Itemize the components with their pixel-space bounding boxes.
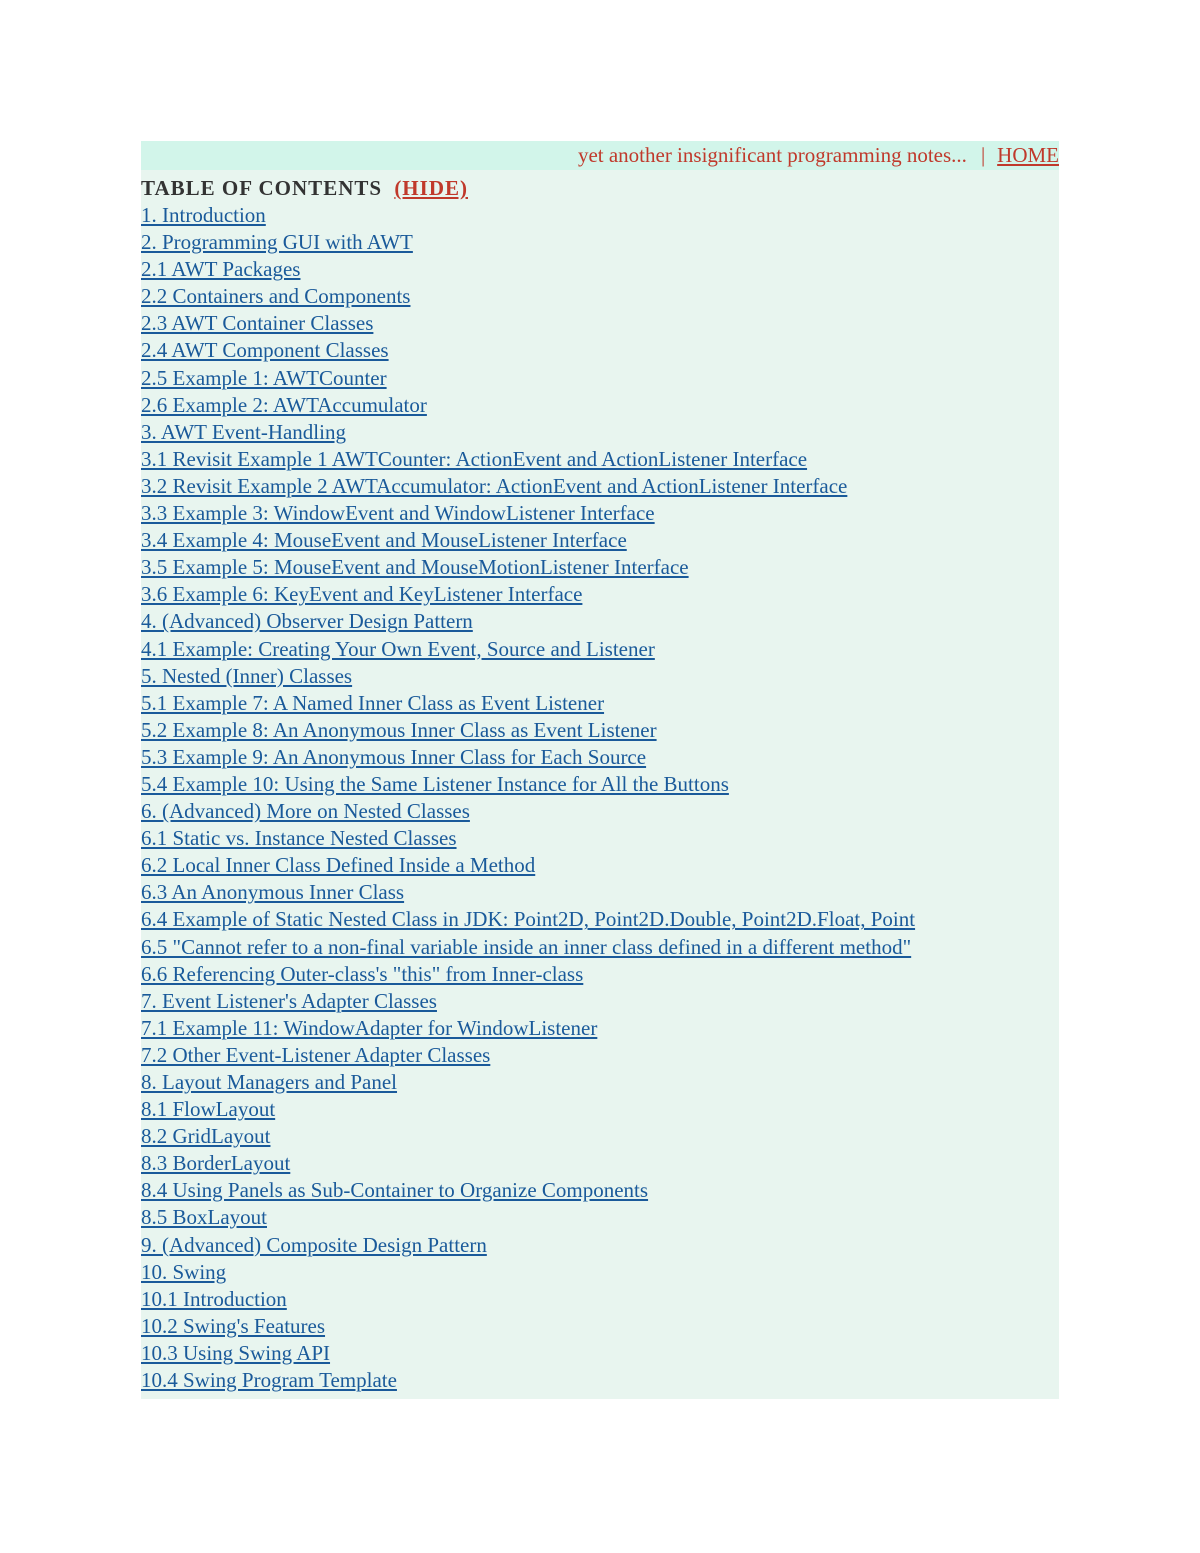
toc-link[interactable]: 3.1 Revisit Example 1 AWTCounter: ActionEvent and ActionListener Interface	[141, 446, 808, 471]
toc-link[interactable]: 3.5 Example 5: MouseEvent and MouseMotionListener Interface	[141, 555, 689, 580]
toc-item	[141, 1259, 1059, 1286]
toc-link[interactable]: 8.1 FlowLayout	[141, 1097, 276, 1122]
toc-link[interactable]: 5.2 Example 8: An Anonymous Inner Class as Event Listener	[141, 717, 657, 742]
home-link[interactable]: HOME	[997, 143, 1059, 167]
toc-item	[141, 527, 1059, 554]
toc-link[interactable]: 10.3 Using Swing API	[141, 1340, 331, 1365]
toc-item	[141, 825, 1059, 852]
toc-item	[141, 1069, 1059, 1096]
toc-link[interactable]: 2.3 AWT Container Classes	[141, 311, 374, 336]
toc-item	[141, 1042, 1059, 1069]
toc-item	[141, 744, 1059, 771]
toc-item	[141, 934, 1059, 961]
toc-link[interactable]: 5. Nested (Inner) Classes	[141, 663, 353, 688]
toc-link[interactable]: 3.2 Revisit Example 2 AWTAccumulator: ActionEvent and ActionListener Interface	[141, 473, 848, 498]
toc-item	[141, 1367, 1059, 1394]
toc-item	[141, 1232, 1059, 1259]
toc-item	[141, 365, 1059, 392]
toc-item	[141, 202, 1059, 229]
toc-item	[141, 256, 1059, 283]
toc-hide-link[interactable]: (HIDE)	[394, 176, 468, 200]
toc-link[interactable]: 2.2 Containers and Components	[141, 284, 411, 309]
toc-link[interactable]: 6.3 An Anonymous Inner Class	[141, 880, 405, 905]
toc-item	[141, 283, 1059, 310]
toc-item	[141, 771, 1059, 798]
toc-link[interactable]: 8. Layout Managers and Panel	[141, 1070, 398, 1094]
toc-item	[141, 1123, 1059, 1150]
toc-link[interactable]: 6.6 Referencing Outer-class's "this" from Inner-class	[141, 961, 584, 986]
toc-item	[141, 392, 1059, 419]
toc-link[interactable]: 4.1 Example: Creating Your Own Event, Source and Listener	[141, 636, 655, 661]
toc-item	[141, 1177, 1059, 1204]
toc-item	[141, 229, 1059, 256]
toc-link[interactable]: 6. (Advanced) More on Nested Classes	[141, 799, 470, 824]
toc-link[interactable]: 8.2 GridLayout	[141, 1124, 271, 1149]
toc-link[interactable]: 7.1 Example 11: WindowAdapter for WindowListener	[141, 1015, 598, 1040]
toc-link[interactable]: 4. (Advanced) Observer Design Pattern	[141, 609, 473, 634]
toc-item	[141, 879, 1059, 906]
toc-item	[141, 337, 1059, 364]
toc-item	[141, 1340, 1059, 1367]
toc-link[interactable]: 3. AWT Event-Handling	[141, 419, 346, 444]
toc-item	[141, 636, 1059, 663]
separator: |	[980, 143, 986, 167]
toc-item	[141, 906, 1059, 933]
toc-item	[141, 473, 1059, 500]
page-content	[141, 141, 1059, 1399]
toc-link[interactable]: 5.4 Example 10: Using the Same Listener Instance for All the Buttons	[141, 771, 729, 796]
toc-item	[141, 446, 1059, 473]
toc-link[interactable]: 10.2 Swing's Features	[141, 1313, 326, 1338]
toc-link[interactable]: 10. Swing	[141, 1259, 227, 1284]
toc-item	[141, 1015, 1059, 1042]
toc-link[interactable]: 8.3 BorderLayout	[141, 1151, 291, 1176]
toc-item	[141, 663, 1059, 690]
toc-item	[141, 1150, 1059, 1177]
toc-link[interactable]: 8.4 Using Panels as Sub-Container to Organize Components	[141, 1178, 649, 1203]
top-banner	[141, 141, 1059, 170]
toc-link[interactable]: 6.4 Example of Static Nested Class in JDK: Point2D, Point2D.Double, Point2D.Float, Point	[141, 907, 916, 932]
toc-item	[141, 798, 1059, 825]
toc-link[interactable]: 7.2 Other Event-Listener Adapter Classes	[141, 1042, 491, 1067]
toc-item	[141, 419, 1059, 446]
toc-link[interactable]: 3.4 Example 4: MouseEvent and MouseListener Interface	[141, 528, 627, 553]
toc-link[interactable]: 3.3 Example 3: WindowEvent and WindowListener Interface	[141, 501, 655, 526]
toc-link[interactable]: 6.1 Static vs. Instance Nested Classes	[141, 826, 457, 851]
toc-link[interactable]: 5.1 Example 7: A Named Inner Class as Event Listener	[141, 690, 605, 715]
toc-link[interactable]: 6.5 "Cannot refer to a non-final variable inside an inner class defined in a different method"	[141, 934, 912, 959]
toc-link[interactable]: 6.2 Local Inner Class Defined Inside a Method	[141, 853, 536, 878]
table-of-contents	[141, 170, 1059, 1399]
toc-item	[141, 310, 1059, 337]
toc-link[interactable]: 2.5 Example 1: AWTCounter	[141, 365, 387, 390]
toc-item	[141, 988, 1059, 1015]
toc-link[interactable]: 10.4 Swing Program Template	[141, 1368, 397, 1393]
toc-link[interactable]: 2. Programming GUI with AWT	[141, 230, 413, 255]
toc-list	[141, 202, 1059, 1394]
toc-item	[141, 1313, 1059, 1340]
toc-item	[141, 717, 1059, 744]
toc-link[interactable]: 10.1 Introduction	[141, 1286, 287, 1311]
toc-header	[141, 174, 1059, 202]
toc-item	[141, 554, 1059, 581]
toc-item	[141, 1286, 1059, 1313]
toc-item	[141, 1096, 1059, 1123]
toc-link[interactable]: 5.3 Example 9: An Anonymous Inner Class for Each Source	[141, 744, 647, 769]
toc-item	[141, 500, 1059, 527]
toc-title: TABLE OF CONTENTS	[141, 176, 383, 200]
toc-link[interactable]: 2.4 AWT Component Classes	[141, 338, 389, 363]
toc-item	[141, 608, 1059, 635]
toc-link[interactable]: 9. (Advanced) Composite Design Pattern	[141, 1232, 487, 1257]
toc-link[interactable]: 2.1 AWT Packages	[141, 257, 301, 282]
toc-item	[141, 961, 1059, 988]
toc-item	[141, 690, 1059, 717]
toc-item	[141, 581, 1059, 608]
toc-item	[141, 852, 1059, 879]
toc-link[interactable]: 3.6 Example 6: KeyEvent and KeyListener Interface	[141, 582, 583, 607]
toc-link[interactable]: 1. Introduction	[141, 203, 266, 227]
toc-link[interactable]: 8.5 BoxLayout	[141, 1205, 267, 1230]
toc-item	[141, 1204, 1059, 1231]
toc-link[interactable]: 7. Event Listener's Adapter Classes	[141, 988, 437, 1013]
site-tagline: yet another insignificant programming notes...	[577, 143, 967, 167]
toc-link[interactable]: 2.6 Example 2: AWTAccumulator	[141, 392, 427, 417]
